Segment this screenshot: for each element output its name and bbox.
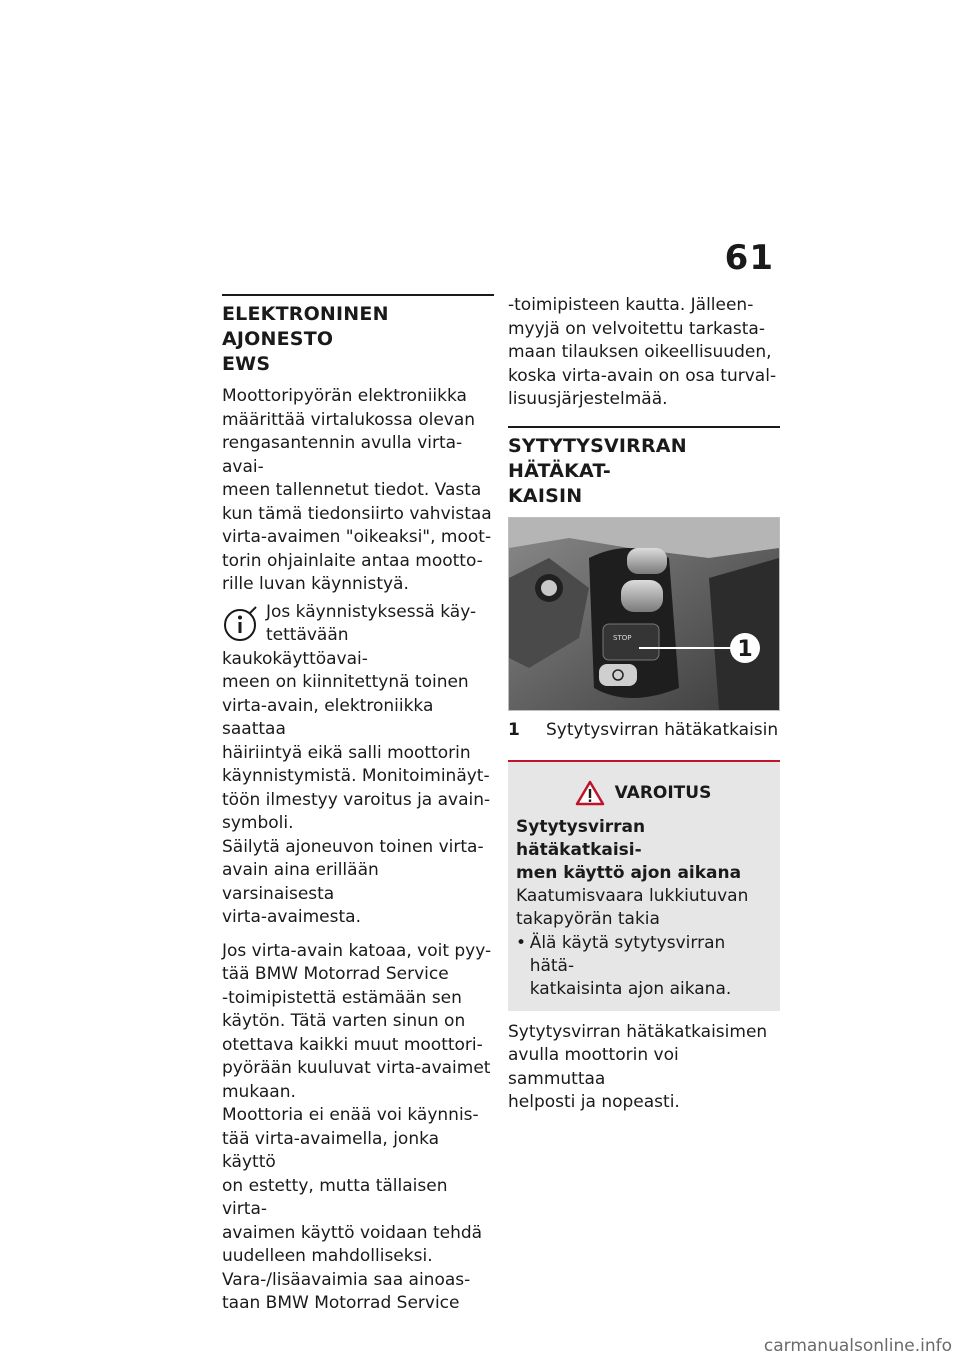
right-column bbox=[508, 294, 780, 1115]
info-note: Jos käynnistyksessä käy- tettävään kaukokäyttöavai- meen on kiinnitettynä toinen virta-avain, elektroniikka saattaa häiriintyä eikä salli moottorin käynnistymistä. Monitoiminäyt- töön ilmestyy varoitus ja avain- symboli. bbox=[222, 601, 491, 833]
section-rule bbox=[222, 294, 494, 296]
page-number: 61 bbox=[724, 238, 774, 278]
heading-line: EWS bbox=[222, 353, 271, 375]
paragraph-kill-switch: Sytytysvirran hätäkatkaisimen avulla moottorin voi sammuttaa helposti ja nopeasti. bbox=[508, 1021, 768, 1112]
paragraph-continued: -toimipisteen kautta. Jälleen- myyjä on velvoitettu tarkasta- maan tilauksen oikeellisuuden, koska virta-avain on osa turval- lisuusjärjestelmää. bbox=[508, 295, 777, 409]
warning-box bbox=[508, 760, 780, 1011]
caption-number: 1 bbox=[508, 719, 520, 740]
paragraph-blocked-key: Moottoria ei enää voi käynnis- tää virta-avaimella, jonka käyttö on estetty, mutta tällaisen virta- avaimen käyttö voidaan tehdä uudelleen mahdolliseksi. bbox=[222, 1105, 483, 1266]
warning-subtitle: Sytytysvirran hätäkatkaisi- men käyttö ajon aikana bbox=[516, 816, 742, 883]
heading-line: ELEKTRONINEN AJONESTO bbox=[222, 303, 389, 350]
section-heading-ews bbox=[222, 302, 494, 377]
warning-triangle-icon bbox=[575, 780, 605, 806]
warning-title: VAROITUS bbox=[614, 782, 712, 803]
stop-label: STOP bbox=[613, 633, 632, 642]
paragraph-additional-keys: Vara-/lisäavaimia saa ainoas- taan BMW Motorrad Service bbox=[222, 1269, 471, 1313]
heading-line: KAISIN bbox=[508, 484, 583, 507]
watermark: carmanualsonline.info bbox=[763, 1336, 952, 1356]
warning-text: Kaatumisvaara lukkiutuvan takapyörän takia bbox=[516, 885, 749, 929]
paragraph-ews-intro: Moottoripyörän elektroniikka määrittää virtalukossa olevan rengasantennin avulla virta-avai- meen tallennetut tiedot. Vasta kun tämä tiedonsiirto vahvistaa virta-avaimen "oikeaksi", moot- torin ohjainlaite antaa mootto- rille luvan käynnistyä. bbox=[222, 386, 492, 594]
paragraph-spare-key: Säilytä ajoneuvon toinen virta- avain aina erillään varsinaisesta virta-avaimesta. bbox=[222, 836, 484, 927]
info-icon bbox=[222, 603, 260, 643]
figure-caption bbox=[508, 719, 780, 742]
caption-text: Sytytysvirran hätäkatkaisin bbox=[546, 719, 779, 740]
figure-handlebar-switch bbox=[508, 517, 780, 711]
warning-bullet: • Älä käytä sytytysvirran hätä- katkaisinta ajon aikana. bbox=[516, 932, 732, 999]
section-heading-kill-switch bbox=[508, 434, 780, 509]
heading-line: SYTYTYSVIRRAN HÄTÄKAT- bbox=[508, 434, 687, 482]
left-column bbox=[222, 294, 494, 1316]
section-rule bbox=[508, 426, 780, 428]
handlebar-switch-illustration bbox=[509, 518, 779, 710]
warning-header bbox=[516, 780, 770, 806]
paragraph-lost-key: Jos virta-avain katoaa, voit pyy- tää BMW Motorrad Service -toimipistettä estämään sen käytön. Tätä varten sinun on otettava kaikki muut moottori- pyörään kuuluvat virta-avaimet mukaan. bbox=[222, 940, 492, 1102]
figure-callout-number: 1 bbox=[737, 636, 753, 662]
